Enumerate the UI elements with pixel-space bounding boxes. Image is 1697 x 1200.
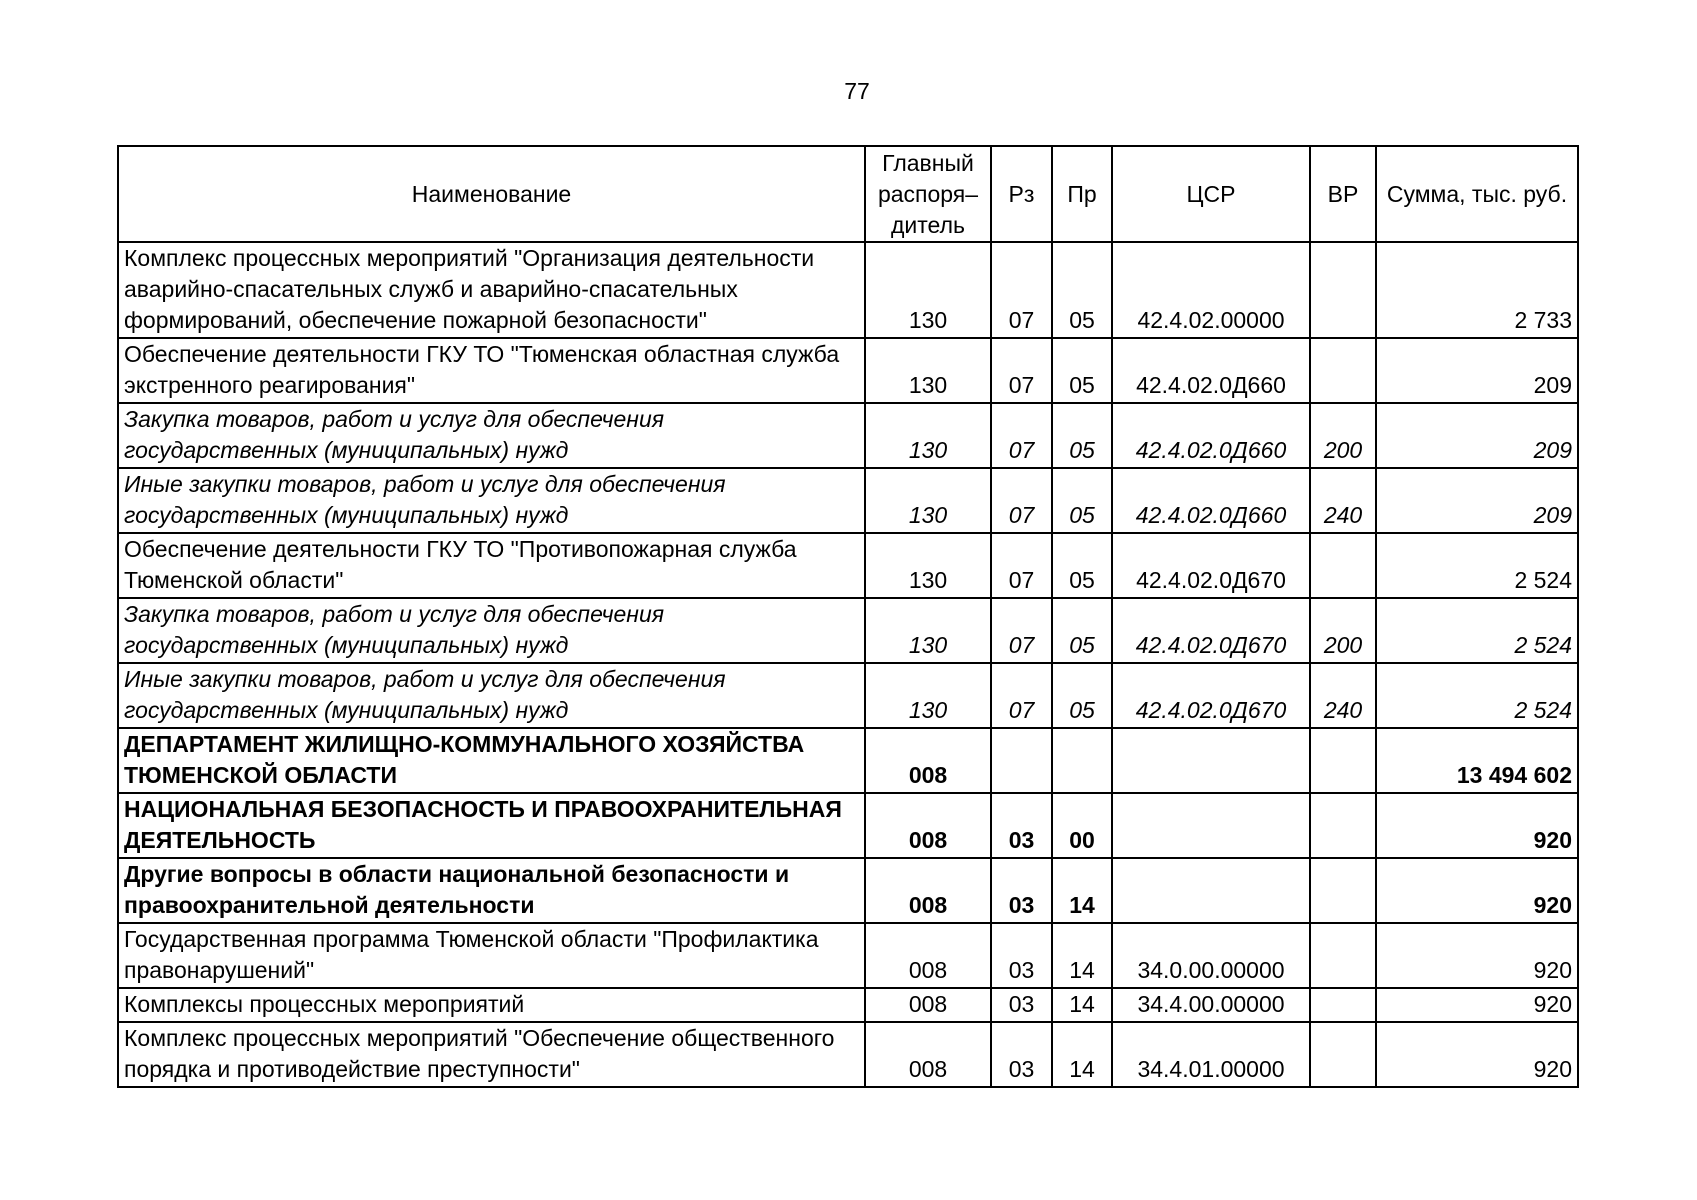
table-row xyxy=(118,403,1578,468)
cell-subsection: 05 xyxy=(1052,663,1112,728)
cell-section: 03 xyxy=(991,793,1052,858)
cell-target-article: 42.4.02.00000 xyxy=(1112,242,1310,338)
cell-expense-type: 240 xyxy=(1310,468,1376,533)
cell-amount: 920 xyxy=(1376,858,1578,923)
cell-amount: 2 733 xyxy=(1376,242,1578,338)
table-row xyxy=(118,338,1578,403)
table-row xyxy=(118,923,1578,988)
cell-name: Комплекс процессных мероприятий "Организация деятельности аварийно-спасательных служб и аварийно-спасательных формирований, обеспечение пожарной безопасности" xyxy=(118,242,865,338)
cell-expense-type xyxy=(1310,923,1376,988)
cell-target-article: 34.0.00.00000 xyxy=(1112,923,1310,988)
header-name: Наименование xyxy=(118,146,865,242)
cell-subsection: 05 xyxy=(1052,598,1112,663)
cell-subsection: 14 xyxy=(1052,858,1112,923)
cell-expense-type xyxy=(1310,338,1376,403)
cell-target-article: 42.4.02.0Д670 xyxy=(1112,533,1310,598)
cell-name: Комплекс процессных мероприятий "Обеспечение общественного порядка и противодействие преступности" xyxy=(118,1022,865,1087)
cell-amount: 920 xyxy=(1376,793,1578,858)
cell-amount: 920 xyxy=(1376,923,1578,988)
cell-target-article xyxy=(1112,793,1310,858)
cell-subsection: 05 xyxy=(1052,338,1112,403)
cell-expense-type xyxy=(1310,858,1376,923)
cell-main-manager: 008 xyxy=(865,728,991,793)
cell-target-article xyxy=(1112,858,1310,923)
cell-name: Обеспечение деятельности ГКУ ТО "Противопожарная служба Тюменской области" xyxy=(118,533,865,598)
cell-subsection: 05 xyxy=(1052,468,1112,533)
cell-expense-type: 240 xyxy=(1310,663,1376,728)
cell-section: 03 xyxy=(991,923,1052,988)
cell-name: Комплексы процессных мероприятий xyxy=(118,988,865,1022)
table-row xyxy=(118,598,1578,663)
cell-main-manager: 008 xyxy=(865,1022,991,1087)
cell-main-manager: 130 xyxy=(865,598,991,663)
table-row xyxy=(118,793,1578,858)
cell-subsection: 05 xyxy=(1052,242,1112,338)
cell-section: 07 xyxy=(991,242,1052,338)
cell-name: Закупка товаров, работ и услуг для обеспечения государственных (муниципальных) нужд xyxy=(118,598,865,663)
table-row xyxy=(118,988,1578,1022)
table-header-row xyxy=(118,146,1578,242)
cell-section: 07 xyxy=(991,533,1052,598)
cell-expense-type xyxy=(1310,242,1376,338)
cell-main-manager: 130 xyxy=(865,468,991,533)
cell-target-article: 42.4.02.0Д660 xyxy=(1112,338,1310,403)
cell-section: 03 xyxy=(991,1022,1052,1087)
cell-main-manager: 008 xyxy=(865,988,991,1022)
header-subsection: Пр xyxy=(1052,146,1112,242)
cell-section: 07 xyxy=(991,663,1052,728)
cell-amount: 2 524 xyxy=(1376,663,1578,728)
cell-main-manager: 130 xyxy=(865,242,991,338)
table-row xyxy=(118,1022,1578,1087)
cell-name: Другие вопросы в области национальной безопасности и правоохранительной деятельности xyxy=(118,858,865,923)
cell-target-article: 42.4.02.0Д670 xyxy=(1112,663,1310,728)
cell-section: 03 xyxy=(991,858,1052,923)
page-number: 77 xyxy=(844,78,870,104)
cell-subsection: 00 xyxy=(1052,793,1112,858)
cell-subsection: 14 xyxy=(1052,1022,1112,1087)
header-main-manager: Главный распоря–дитель xyxy=(865,146,991,242)
cell-name: Закупка товаров, работ и услуг для обеспечения государственных (муниципальных) нужд xyxy=(118,403,865,468)
table-row xyxy=(118,728,1578,793)
cell-expense-type xyxy=(1310,988,1376,1022)
cell-name: НАЦИОНАЛЬНАЯ БЕЗОПАСНОСТЬ И ПРАВООХРАНИТЕЛЬНАЯ ДЕЯТЕЛЬНОСТЬ xyxy=(118,793,865,858)
cell-target-article: 34.4.00.00000 xyxy=(1112,988,1310,1022)
cell-amount: 920 xyxy=(1376,988,1578,1022)
table-row xyxy=(118,242,1578,338)
cell-amount: 2 524 xyxy=(1376,533,1578,598)
header-section: Рз xyxy=(991,146,1052,242)
cell-section: 07 xyxy=(991,403,1052,468)
header-target-article: ЦСР xyxy=(1112,146,1310,242)
cell-amount: 2 524 xyxy=(1376,598,1578,663)
cell-expense-type xyxy=(1310,533,1376,598)
table-body xyxy=(118,242,1578,1087)
cell-name: Обеспечение деятельности ГКУ ТО "Тюменская областная служба экстренного реагирования" xyxy=(118,338,865,403)
cell-subsection xyxy=(1052,728,1112,793)
cell-expense-type: 200 xyxy=(1310,598,1376,663)
cell-main-manager: 008 xyxy=(865,793,991,858)
cell-section: 07 xyxy=(991,598,1052,663)
cell-subsection: 14 xyxy=(1052,988,1112,1022)
cell-expense-type xyxy=(1310,1022,1376,1087)
cell-amount: 920 xyxy=(1376,1022,1578,1087)
cell-subsection: 05 xyxy=(1052,533,1112,598)
cell-amount: 209 xyxy=(1376,468,1578,533)
cell-target-article: 42.4.02.0Д660 xyxy=(1112,403,1310,468)
cell-expense-type: 200 xyxy=(1310,403,1376,468)
table-row xyxy=(118,468,1578,533)
table-row xyxy=(118,533,1578,598)
cell-section xyxy=(991,728,1052,793)
cell-main-manager: 008 xyxy=(865,858,991,923)
cell-main-manager: 130 xyxy=(865,533,991,598)
cell-name: Иные закупки товаров, работ и услуг для обеспечения государственных (муниципальных) нужд xyxy=(118,663,865,728)
cell-name: Иные закупки товаров, работ и услуг для обеспечения государственных (муниципальных) нужд xyxy=(118,468,865,533)
header-amount: Сумма, тыс. руб. xyxy=(1376,146,1578,242)
cell-target-article: 34.4.01.00000 xyxy=(1112,1022,1310,1087)
cell-section: 03 xyxy=(991,988,1052,1022)
table-row xyxy=(118,858,1578,923)
cell-amount: 13 494 602 xyxy=(1376,728,1578,793)
cell-main-manager: 008 xyxy=(865,923,991,988)
cell-target-article: 42.4.02.0Д670 xyxy=(1112,598,1310,663)
cell-target-article: 42.4.02.0Д660 xyxy=(1112,468,1310,533)
cell-name: Государственная программа Тюменской области "Профилактика правонарушений" xyxy=(118,923,865,988)
cell-main-manager: 130 xyxy=(865,663,991,728)
cell-section: 07 xyxy=(991,468,1052,533)
cell-amount: 209 xyxy=(1376,338,1578,403)
cell-subsection: 05 xyxy=(1052,403,1112,468)
cell-name: ДЕПАРТАМЕНТ ЖИЛИЩНО-КОММУНАЛЬНОГО ХОЗЯЙСТВА ТЮМЕНСКОЙ ОБЛАСТИ xyxy=(118,728,865,793)
cell-main-manager: 130 xyxy=(865,338,991,403)
table-row xyxy=(118,663,1578,728)
cell-target-article xyxy=(1112,728,1310,793)
budget-table xyxy=(117,145,1579,1088)
cell-amount: 209 xyxy=(1376,403,1578,468)
cell-expense-type xyxy=(1310,728,1376,793)
cell-section: 07 xyxy=(991,338,1052,403)
header-expense-type: ВР xyxy=(1310,146,1376,242)
cell-subsection: 14 xyxy=(1052,923,1112,988)
cell-expense-type xyxy=(1310,793,1376,858)
cell-main-manager: 130 xyxy=(865,403,991,468)
